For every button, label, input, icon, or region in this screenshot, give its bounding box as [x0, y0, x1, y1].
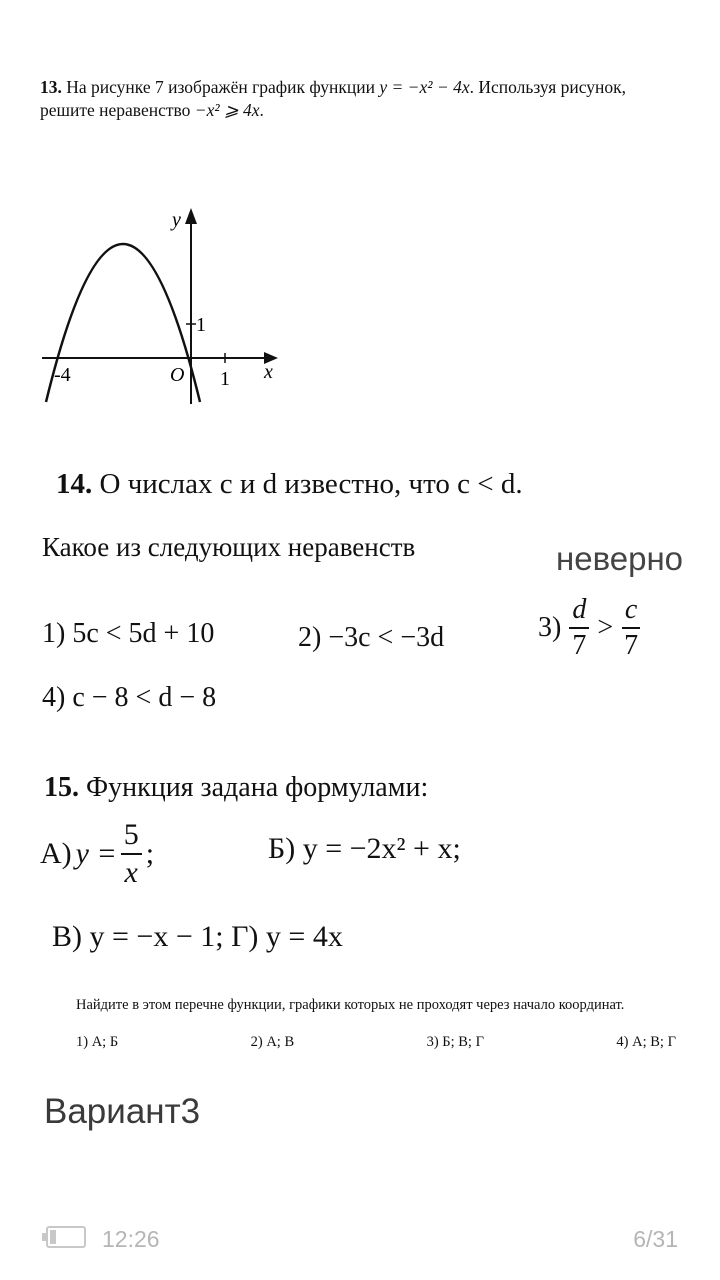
- function-a-label: А): [40, 837, 72, 870]
- option-3-prefix: 3): [538, 612, 562, 643]
- problem-14-title: [56, 468, 523, 501]
- status-time: 12:26: [102, 1226, 160, 1252]
- battery-icon: [42, 1226, 86, 1248]
- x-axis-label: x: [264, 361, 273, 383]
- problem-15-note-text: Найдите в этом перечне функции, графики которых не проходят через начало координат.: [76, 997, 625, 1013]
- parabola-graph: [40, 200, 300, 410]
- fraction-denominator: 7: [572, 630, 587, 661]
- function-a: [40, 820, 154, 888]
- fraction-numerator: d: [569, 596, 589, 629]
- function-v-g: В) y = −x − 1; Г) y = 4x: [52, 920, 343, 953]
- problem-15-note: [44, 996, 676, 1014]
- problem-13-inequality: −x² ⩾ 4x: [194, 100, 260, 120]
- fraction-numerator: c: [622, 596, 640, 629]
- problem-15-number: 15.: [44, 772, 79, 803]
- tick-label-x-neg4: -4: [54, 364, 71, 386]
- problem-15-option-1: 1) А; Б: [76, 1034, 119, 1050]
- tick-label-x-1: 1: [220, 368, 230, 390]
- problem-15-options: [76, 1034, 676, 1051]
- fraction-c-over-7: [621, 596, 641, 660]
- fraction-d-over-7: [569, 596, 589, 660]
- problem-14-number: 14.: [56, 468, 93, 500]
- problem-14-question: Какое из следующих неравенств: [42, 532, 416, 562]
- problem-14-option-3: [538, 596, 641, 660]
- tick-label-y-1: 1: [196, 314, 206, 336]
- function-a-lhs: y =: [75, 837, 117, 870]
- problem-14-question-tail: неверно: [556, 540, 684, 577]
- problem-14-option-4: 4) c − 8 < d − 8: [42, 682, 217, 713]
- option-3-relation: >: [597, 612, 614, 643]
- problem-14-option-2: 2) −3c < −3d: [298, 622, 445, 653]
- fraction-numerator: 5: [121, 820, 142, 855]
- problem-15-option-3: 3) Б; В; Г: [426, 1034, 484, 1050]
- function-b: Б) y = −2x² + x;: [268, 832, 461, 865]
- problem-13-number: 13.: [40, 77, 62, 97]
- problem-13-text-part2: . Используя рисунок, решите неравенство: [40, 77, 627, 120]
- fraction-denominator: x: [124, 856, 138, 889]
- problem-13-function: y = −x² − 4x: [379, 77, 470, 97]
- problem-14-title-text: О числах c и d известно, что c < d.: [99, 468, 523, 500]
- page-indicator[interactable]: 6/31: [633, 1226, 678, 1252]
- problem-14-option-1: 1) 5c < 5d + 10: [42, 618, 215, 649]
- problem-15-option-4: 4) А; В; Г: [616, 1034, 676, 1050]
- problem-15-option-2: 2) А; В: [250, 1034, 295, 1050]
- problem-15-title-text: Функция задана формулами:: [86, 772, 429, 803]
- y-axis-label: y: [172, 209, 181, 231]
- fraction-5-over-x: [121, 820, 142, 888]
- problem-15-title: [44, 772, 428, 804]
- fraction-denominator: 7: [624, 630, 639, 661]
- variant-label: Вариант3: [44, 1092, 201, 1131]
- problem-13-text-part1: На рисунке 7 изображён график функции: [66, 77, 375, 97]
- y-axis-arrow: [185, 208, 197, 224]
- function-a-tail: ;: [145, 837, 155, 870]
- origin-label: O: [170, 364, 185, 386]
- problem-13-text: 13. На рисунке 7 изображён график функции y = −x² − 4x. Используя рисунок, решите неравенство −x² ⩾ 4x.: [40, 77, 627, 120]
